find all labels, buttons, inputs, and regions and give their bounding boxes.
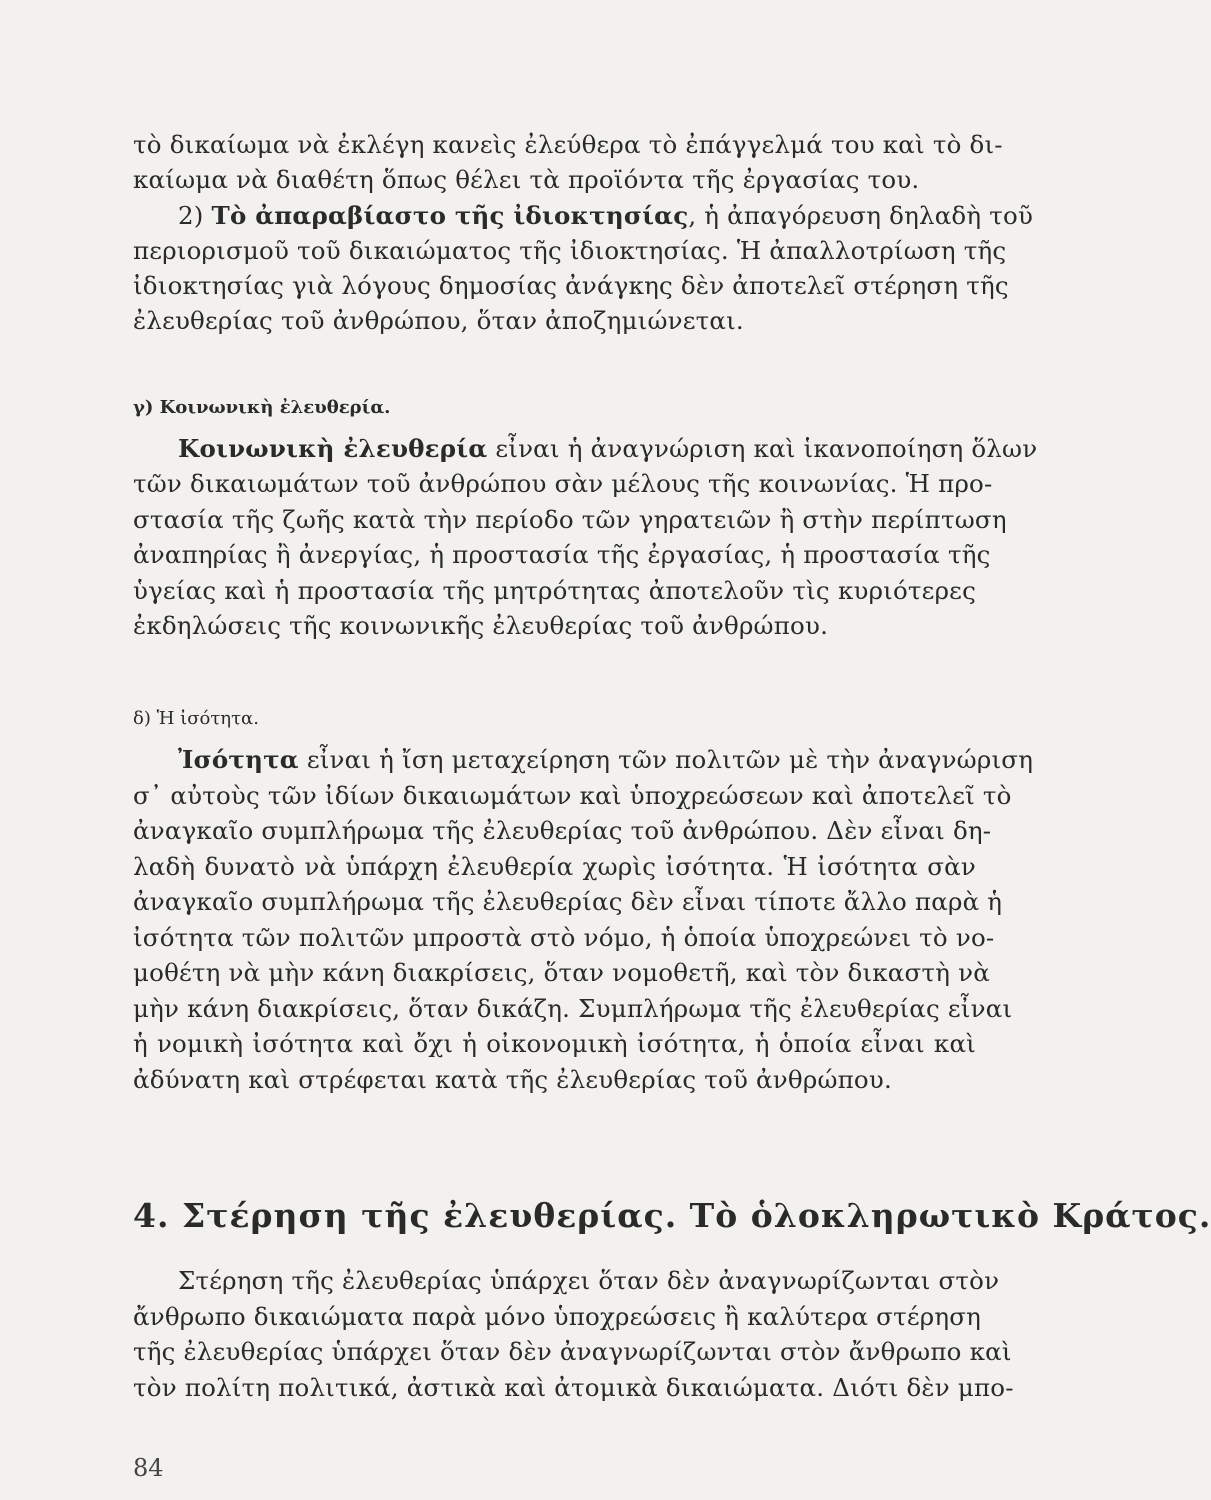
text-line: μὴν κάνη διακρίσεις, ὅταν δικάζη. Συμπλήρωμα τῆς ἐλευθερίας εἶναι [133,994,1013,1023]
text-line: Ἰσότητα εἶναι ἡ ἴση μεταχείρηση τῶν πολιτῶν μὲ τὴν ἀναγνώριση [178,745,1034,774]
page-number: 84 [133,1454,164,1482]
text-line: τὸν πολίτη πολιτικά, ἀστικὰ καὶ ἀτομικὰ δικαιώματα. Διότι δὲν μπο- [133,1373,1014,1402]
text-line: τῶν δικαιωμάτων τοῦ ἀνθρώπου σὰν μέλους τῆς κοινωνίας. Ἡ προ- [133,469,993,498]
text-line: λαδὴ δυνατὸ νὰ ὑπάρχη ἐλευθερία χωρὶς ἰσότητα. Ἡ ἰσότητα σὰν [133,852,976,881]
text-line: ἀδύνατη καὶ στρέφεται κατὰ τῆς ἐλευθερίας τοῦ ἀνθρώπου. [133,1065,892,1094]
text-line: καίωμα νὰ διαθέτη ὅπως θέλει τὰ προϊόντα τῆς ἐργασίας του. [133,165,920,194]
text-line: στασία τῆς ζωῆς κατὰ τὴν περίοδο τῶν γηρατειῶν ἢ στὴν περίπτωση [133,505,1007,534]
text-line: ὑγείας καὶ ἡ προστασία τῆς μητρότητας ἀποτελοῦν τὶς κυριότερες [133,576,976,605]
text-line: μοθέτη νὰ μὴν κάνη διακρίσεις, ὅταν νομοθετῆ, καὶ τὸν δικαστὴ νὰ [133,958,990,987]
section-heading: δ) Ἡ ἰσότητα. [133,708,259,729]
text-line: ἀναγκαῖο συμπλήρωμα τῆς ἐλευθερίας τοῦ ἀνθρώπου. Δὲν εἶναι δη- [133,816,992,845]
text-line: ἰδιοκτησίας γιὰ λόγους δημοσίας ἀνάγκης δὲν ἀποτελεῖ στέρηση τῆς [133,271,1009,300]
text-line: ἰσότητα τῶν πολιτῶν μπροστὰ στὸ νόμο, ἡ ὁποία ὑποχρεώνει τὸ νο- [133,923,995,952]
text-line: ἐλευθερίας τοῦ ἀνθρώπου, ὅταν ἀποζημιώνεται. [133,306,744,335]
text-line: ἀναγκαῖο συμπλήρωμα τῆς ἐλευθερίας δὲν εἶναι τίποτε ἄλλο παρὰ ἡ [133,887,1003,916]
text-line: Κοινωνικὴ ἐλευθερία εἶναι ἡ ἀναγνώριση καὶ ἱκανοποίηση ὅλων [178,434,1038,463]
bold-term: Κοινωνικὴ ἐλευθερία [178,434,488,463]
text-line: ἡ νομικὴ ἰσότητα καὶ ὄχι ἡ οἰκονομικὴ ἰσότητα, ἡ ὁποία εἶναι καὶ [133,1029,976,1058]
text-line: ἄνθρωπο δικαιώματα παρὰ μόνο ὑποχρεώσεις ἢ καλύτερα στέρηση [133,1302,982,1331]
text-line: σ᾿ αὐτοὺς τῶν ἰδίων δικαιωμάτων καὶ ὑποχρεώσεων καὶ ἀποτελεῖ τὸ [133,781,1012,810]
text-line: 2) Τὸ ἀπαραβίαστο τῆς ἰδιοκτησίας, ἡ ἀπαγόρευση δηλαδὴ τοῦ [178,201,1034,230]
text-line: τὸ δικαίωμα νὰ ἐκλέγη κανεὶς ἐλεύθερα τὸ ἐπάγγελμά του καὶ τὸ δι- [133,130,1003,159]
section-heading: γ) Κοινωνικὴ ἐλευθερία. [133,397,391,418]
chapter-heading: 4. Στέρηση τῆς ἐλευθερίας. Τὸ ὁλοκληρωτικὸ Κράτος. [133,1196,1211,1235]
text-line: ἐκδηλώσεις τῆς κοινωνικῆς ἐλευθερίας τοῦ ἀνθρώπου. [133,611,829,640]
bold-term: Ἰσότητα [178,745,299,774]
text-line: περιορισμοῦ τοῦ δικαιώματος τῆς ἰδιοκτησίας. Ἡ ἀπαλλοτρίωση τῆς [133,236,1007,265]
text-line: τῆς ἐλευθερίας ὑπάρχει ὅταν δὲν ἀναγνωρίζωνται στὸν ἄνθρωπο καὶ [133,1337,1012,1366]
text-line: ἀναπηρίας ἢ ἀνεργίας, ἡ προστασία τῆς ἐργασίας, ἡ προστασία τῆς [133,540,991,569]
bold-term: Τὸ ἀπαραβίαστο τῆς ἰδιοκτησίας [211,201,689,230]
text-line: Στέρηση τῆς ἐλευθερίας ὑπάρχει ὅταν δὲν ἀναγνωρίζωνται στὸν [178,1266,1000,1295]
